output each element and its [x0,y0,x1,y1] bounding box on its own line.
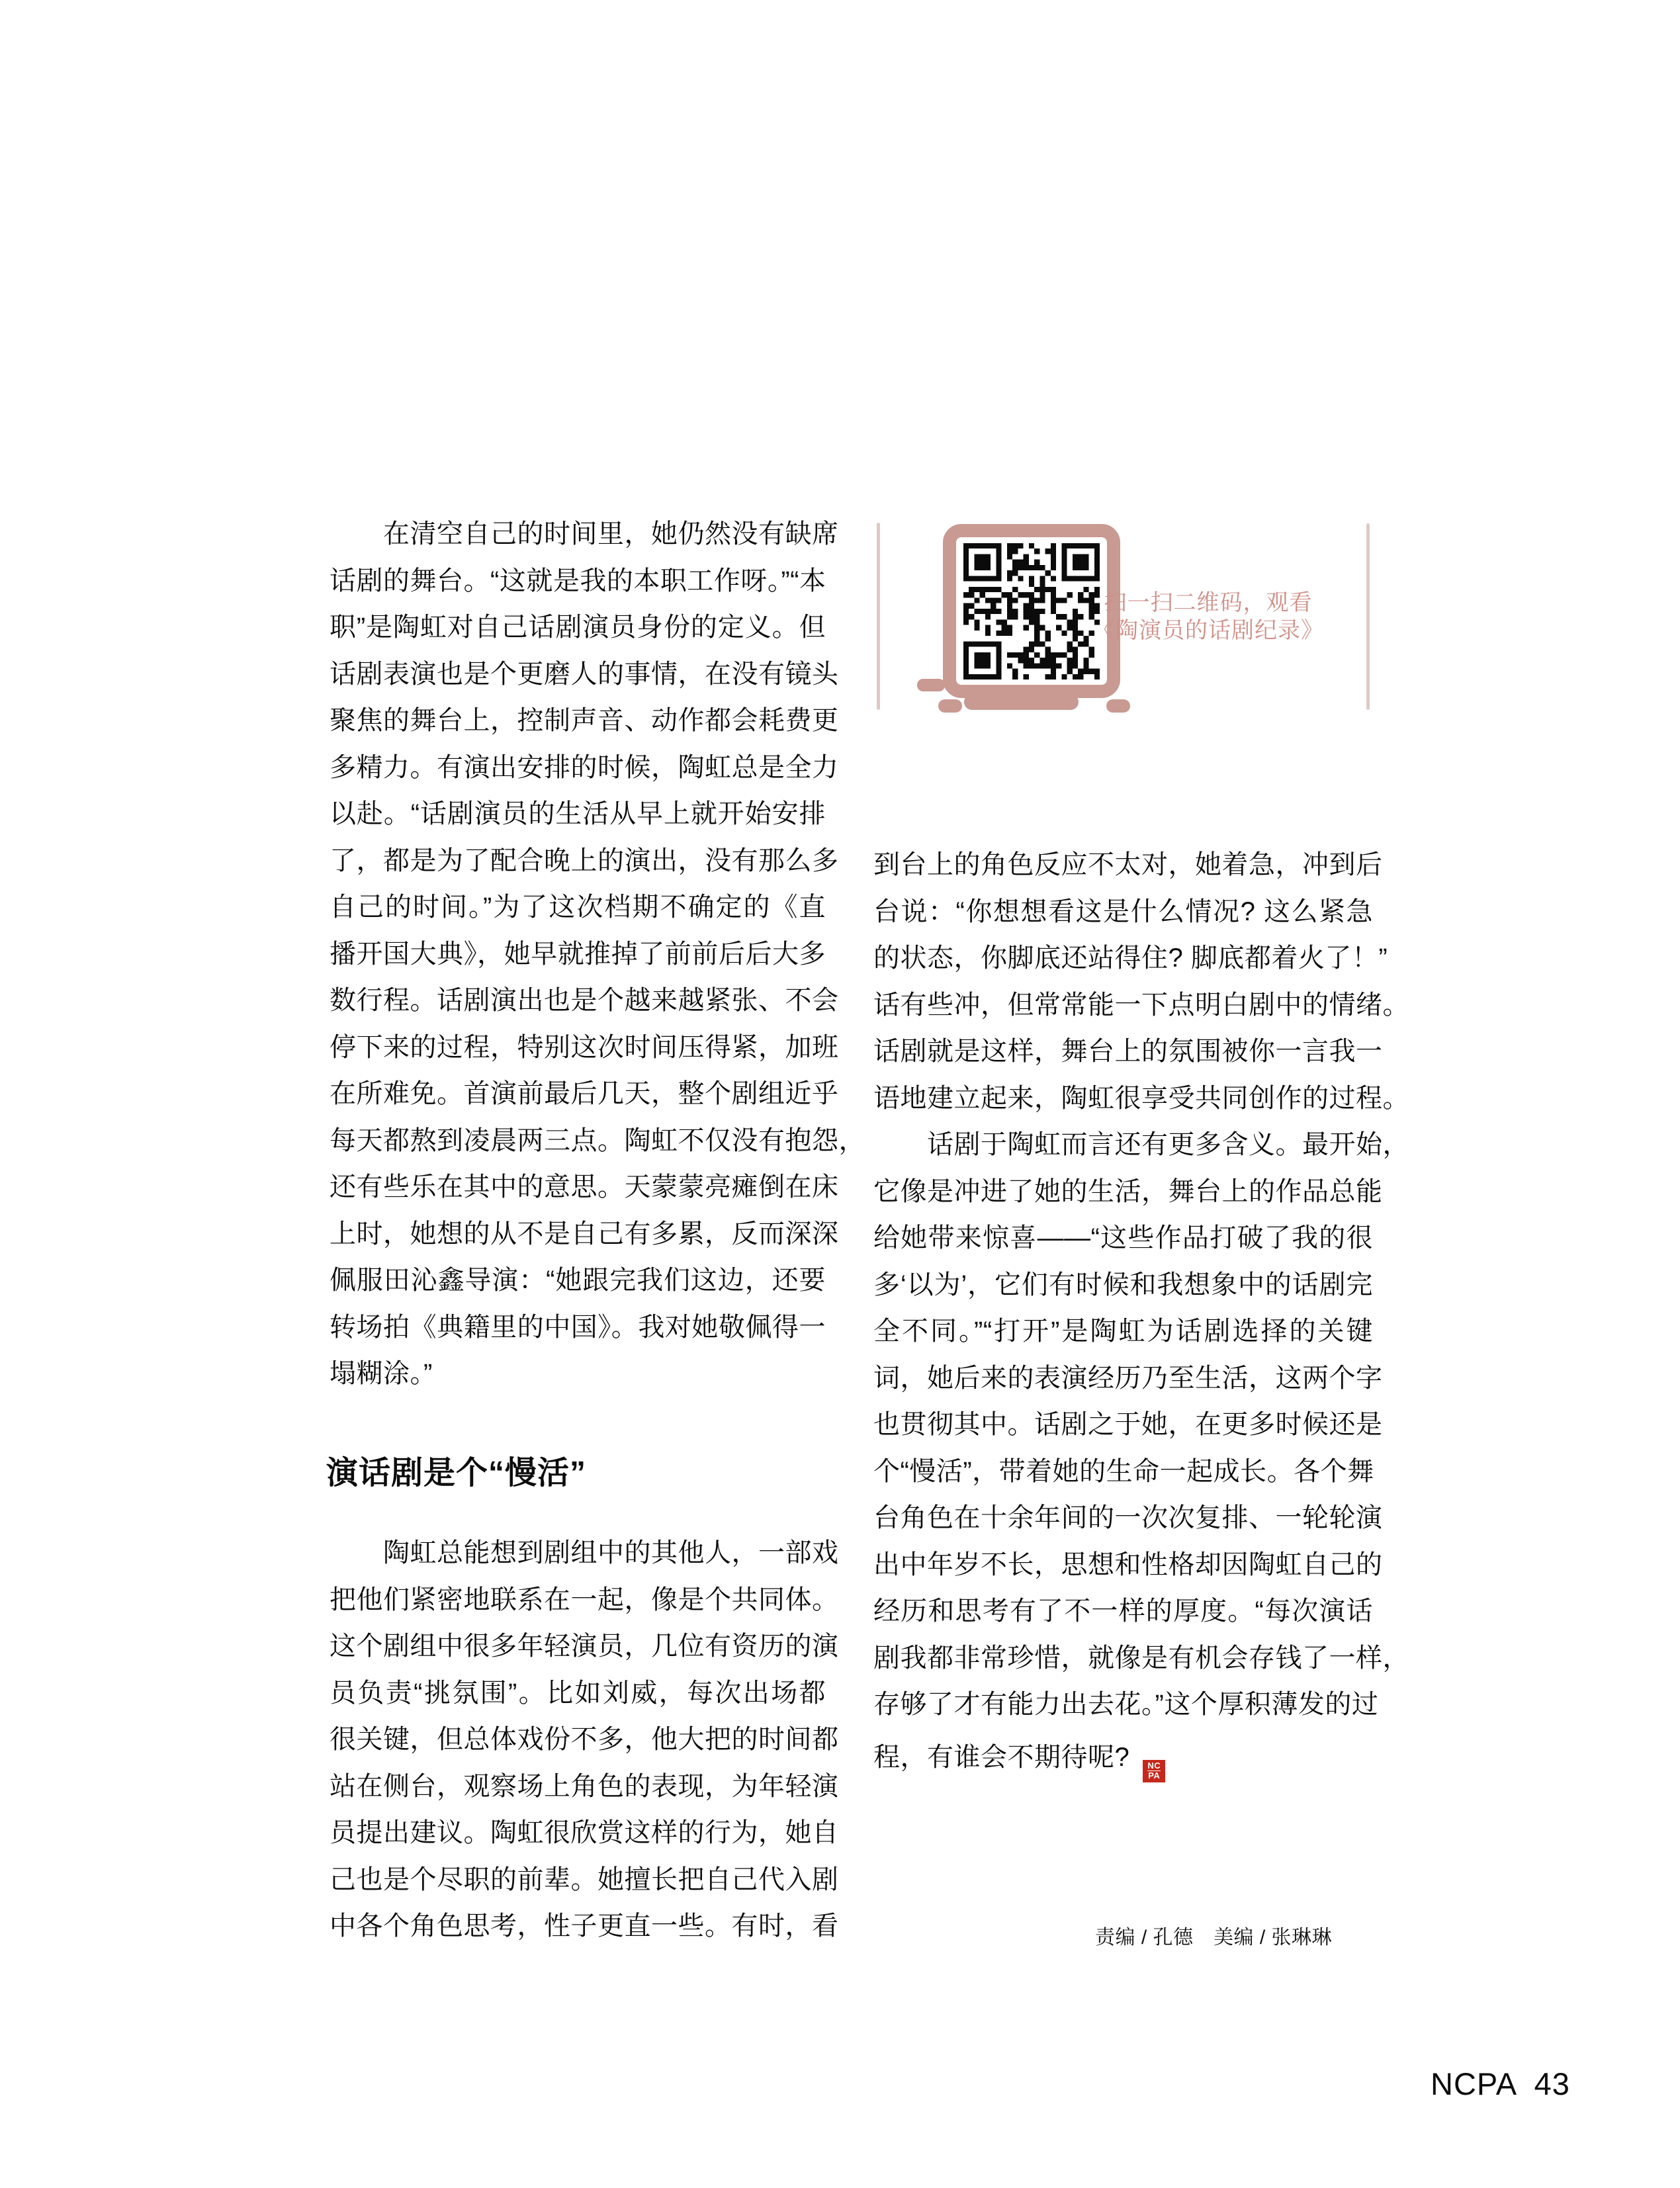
text-line: 佩服田沁鑫导演：“她跟完我们这边，还要 [330,1266,826,1295]
qr-code-icon [963,543,1100,679]
endmark-line2: PA [1148,1771,1161,1780]
ncpa-endmark-icon [1143,1760,1165,1782]
text-line: 剧我都非常珍惜，就像是有机会存钱了一样， [873,1643,1409,1673]
text-line: 数行程。话剧演出也是个越来越紧张、不会 [330,986,839,1015]
text-line: 把他们紧密地联系在一起，像是个共同体。 [330,1585,839,1614]
text-line: 转场拍《典籍里的中国》。我对她敬佩得一 [330,1312,826,1342]
text-line: 台角色在十余年间的一次次复排、一轮轮演 [873,1503,1383,1532]
text-line: 自己的时间。”为了这次档期不确定的《直 [330,893,826,922]
text-line: 话剧于陶虹而言还有更多含义。最开始， [873,1130,1409,1159]
text-line: 在清空自己的时间里，她仍然没有缺席 [330,519,839,548]
qr-monitor-side-bar [917,679,945,691]
sidebar-rule-left [877,523,880,710]
text-line: 多精力。有演出安排的时候，陶虹总是全力 [330,752,839,782]
text-line: 给她带来惊喜——“这些作品打破了我的很 [873,1223,1373,1252]
text-line: 以赴。“话剧演员的生活从早上就开始安排 [330,799,826,828]
text-line: 它像是冲进了她的生活，舞台上的作品总能 [873,1176,1383,1206]
text-line: 员提出建议。陶虹很欣赏这样的行为，她自 [330,1818,839,1847]
text-line: 词，她后来的表演经历乃至生活，这两个字 [873,1363,1383,1393]
text-line: 话剧的舞台。“这就是我的本职工作呀。”“本 [330,566,826,595]
text-line: 了，都是为了配合晚上的演出，没有那么多 [330,846,839,875]
text-line: 塌糊涂。” [330,1359,433,1388]
qr-caption [1084,589,1333,644]
text-line: 多‘以为’，它们有时候和我想象中的话剧完 [873,1270,1373,1299]
text-line: 中各个角色思考，性子更直一些。有时，看 [330,1911,839,1941]
sidebar-rule-right [1366,523,1370,710]
text-line: 话有些冲，但常常能一下点明白剧中的情绪。 [873,990,1409,1020]
left-column-paragraph-1 [330,511,865,1397]
text-line: 个“慢活”，带着她的生命一起成长。各个舞 [873,1456,1374,1486]
left-column-paragraph-2 [330,1530,839,1950]
text-line: 台说：“你想想看这是什么情况? 这么紧急 [873,897,1373,926]
text-line: 语地建立起来，陶虹很享受共同创作的过程。 [873,1083,1409,1113]
text-line: 还有些乐在其中的意思。天蒙蒙亮瘫倒在床 [330,1172,839,1202]
section-heading: 演话剧是个“慢活” [326,1456,587,1491]
text-line: 也贯彻其中。话剧之于她，在更多时候还是 [873,1410,1383,1439]
text-line: 出中年岁不长，思想和性格却因陶虹自己的 [873,1550,1383,1579]
text-line: 职”是陶虹对自己话剧演员身份的定义。但 [330,613,826,642]
qr-monitor-foot-right [1106,699,1130,713]
right-column-paragraphs [873,842,1409,1728]
qr-caption-line1: 扫一扫二维码，观看 [1104,590,1313,615]
text-line: 播开国大典》，她早就推掉了前前后后大多 [330,939,826,969]
text-line: 员负责“挑氛围”。比如刘威，每次出场都 [330,1678,826,1708]
last-line-text: 程，有谁会不期待呢? [873,1743,1130,1772]
text-line: 话剧就是这样，舞台上的氛围被你一言我一 [873,1037,1383,1066]
text-line: 陶虹总能想到剧组中的其他人，一部戏 [330,1538,839,1567]
qr-monitor-stand [964,694,1079,710]
text-line: 上时，她想的从不是自己有多累，反而深深 [330,1219,839,1248]
text-line: 这个剧组中很多年轻演员，几位有资历的演 [330,1632,839,1661]
text-line: 的状态，你脚底还站得住? 脚底都着火了！” [873,943,1388,973]
text-line: 站在侧台，观察场上角色的表现，为年轻演 [330,1771,839,1801]
text-line: 经历和思考有了不一样的厚度。“每次演话 [873,1597,1373,1626]
text-line: 到台上的角色反应不太对，她着急，冲到后 [873,850,1383,879]
text-line: 话剧表演也是个更磨人的事情，在没有镜头 [330,659,839,689]
text-line: 每天都熬到凌晨两三点。陶虹不仅没有抱怨， [330,1125,865,1155]
text-line: 在所难免。首演前最后几天，整个剧组近乎 [330,1079,839,1108]
text-line: 聚焦的舞台上，控制声音、动作都会耗费更 [330,706,839,735]
right-column-last-line [873,1734,1373,1781]
qr-monitor-foot-left [938,699,962,713]
qr-caption-line2: 《陶演员的话剧纪录》 [1092,618,1324,643]
page-number: NCPA 43 [1431,2066,1570,2101]
text-line: 很关键，但总体戏份不多，他大把的时间都 [330,1725,839,1754]
text-line: 己也是个尽职的前辈。她擅长把自己代入剧 [330,1864,839,1894]
endmark-line1: NC [1147,1761,1161,1771]
text-line: 停下来的过程，特别这次时间压得紧，加班 [330,1032,839,1062]
editor-credits: 责编 / 孔德 美编 / 张琳琳 [1094,1927,1332,1948]
text-line: 全不同。”“打开”是陶虹为话剧选择的关键 [873,1317,1373,1346]
text-line: 存够了才有能力出去花。”这个厚积薄发的过 [873,1690,1379,1719]
